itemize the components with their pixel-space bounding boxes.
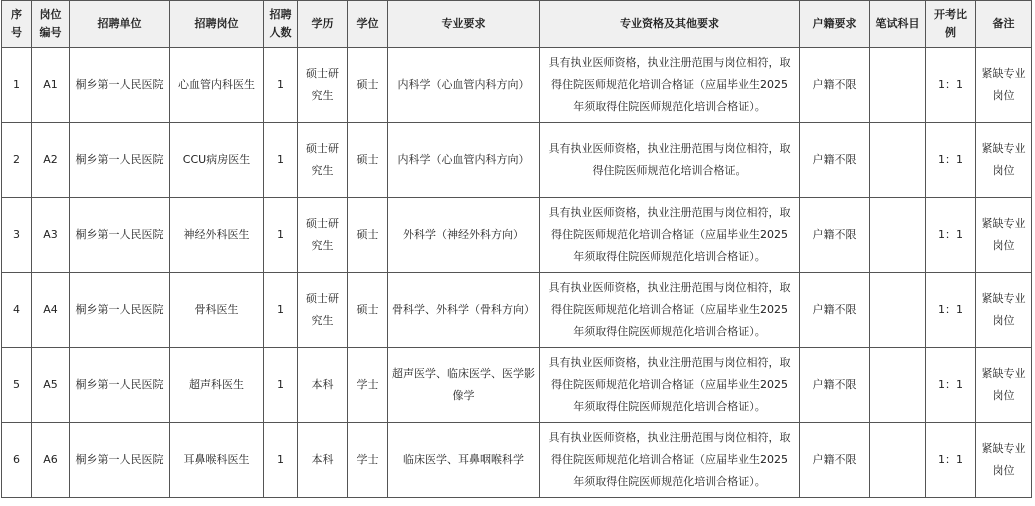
- cell-count: 1: [264, 48, 298, 123]
- cell-position: 心血管内科医生: [170, 48, 264, 123]
- cell-ratio: 1：1: [926, 423, 976, 498]
- cell-degree: 学士: [348, 348, 388, 423]
- table-row: [2, 348, 1032, 423]
- cell-position: 神经外科医生: [170, 198, 264, 273]
- cell-degree: 硕士: [348, 273, 388, 348]
- cell-seq: 6: [2, 423, 32, 498]
- cell-count: 1: [264, 123, 298, 198]
- cell-major: 临床医学、耳鼻咽喉科学: [388, 423, 540, 498]
- cell-education: 本科: [298, 423, 348, 498]
- cell-code: A1: [32, 48, 70, 123]
- table-row: [2, 423, 1032, 498]
- cell-position: 超声科医生: [170, 348, 264, 423]
- cell-qualification: 具有执业医师资格，执业注册范围与岗位相符，取得住院医师规范化培训合格证。: [540, 123, 800, 198]
- cell-note: 紧缺专业岗位: [976, 48, 1032, 123]
- cell-code: A6: [32, 423, 70, 498]
- header-exam: 笔试科目: [870, 1, 926, 48]
- cell-count: 1: [264, 198, 298, 273]
- cell-major: 超声医学、临床医学、医学影像学: [388, 348, 540, 423]
- cell-ratio: 1：1: [926, 123, 976, 198]
- header-education: 学历: [298, 1, 348, 48]
- cell-code: A2: [32, 123, 70, 198]
- cell-exam: [870, 273, 926, 348]
- cell-household: 户籍不限: [800, 423, 870, 498]
- cell-seq: 2: [2, 123, 32, 198]
- cell-household: 户籍不限: [800, 123, 870, 198]
- cell-qualification: 具有执业医师资格，执业注册范围与岗位相符，取得住院医师规范化培训合格证（应届毕业生2025年须取得住院医师规范化培训合格证）。: [540, 48, 800, 123]
- recruitment-table: [1, 0, 1032, 498]
- cell-note: 紧缺专业岗位: [976, 123, 1032, 198]
- cell-education: 硕士研究生: [298, 48, 348, 123]
- cell-code: A4: [32, 273, 70, 348]
- cell-major: 内科学（心血管内科方向）: [388, 123, 540, 198]
- cell-ratio: 1：1: [926, 273, 976, 348]
- table-row: [2, 123, 1032, 198]
- cell-household: 户籍不限: [800, 273, 870, 348]
- cell-ratio: 1：1: [926, 48, 976, 123]
- table-row: [2, 48, 1032, 123]
- cell-position: 骨科医生: [170, 273, 264, 348]
- cell-qualification: 具有执业医师资格，执业注册范围与岗位相符，取得住院医师规范化培训合格证（应届毕业生2025年须取得住院医师规范化培训合格证）。: [540, 348, 800, 423]
- cell-seq: 5: [2, 348, 32, 423]
- table-row: [2, 198, 1032, 273]
- cell-major: 外科学（神经外科方向）: [388, 198, 540, 273]
- header-qualification: 专业资格及其他要求: [540, 1, 800, 48]
- cell-note: 紧缺专业岗位: [976, 198, 1032, 273]
- cell-unit: 桐乡第一人民医院: [70, 423, 170, 498]
- cell-unit: 桐乡第一人民医院: [70, 198, 170, 273]
- cell-education: 硕士研究生: [298, 123, 348, 198]
- cell-qualification: 具有执业医师资格，执业注册范围与岗位相符，取得住院医师规范化培训合格证（应届毕业生2025年须取得住院医师规范化培训合格证）。: [540, 423, 800, 498]
- cell-seq: 4: [2, 273, 32, 348]
- cell-unit: 桐乡第一人民医院: [70, 123, 170, 198]
- cell-exam: [870, 348, 926, 423]
- cell-ratio: 1：1: [926, 348, 976, 423]
- header-row: [2, 1, 1032, 48]
- cell-degree: 硕士: [348, 123, 388, 198]
- header-note: 备注: [976, 1, 1032, 48]
- cell-exam: [870, 123, 926, 198]
- cell-code: A3: [32, 198, 70, 273]
- cell-unit: 桐乡第一人民医院: [70, 48, 170, 123]
- cell-education: 本科: [298, 348, 348, 423]
- cell-degree: 硕士: [348, 48, 388, 123]
- cell-qualification: 具有执业医师资格，执业注册范围与岗位相符，取得住院医师规范化培训合格证（应届毕业生2025年须取得住院医师规范化培训合格证）。: [540, 273, 800, 348]
- header-major: 专业要求: [388, 1, 540, 48]
- cell-count: 1: [264, 273, 298, 348]
- cell-household: 户籍不限: [800, 348, 870, 423]
- cell-degree: 学士: [348, 423, 388, 498]
- header-code: 岗位编号: [32, 1, 70, 48]
- header-ratio: 开考比例: [926, 1, 976, 48]
- cell-position: CCU病房医生: [170, 123, 264, 198]
- cell-exam: [870, 423, 926, 498]
- cell-code: A5: [32, 348, 70, 423]
- cell-count: 1: [264, 423, 298, 498]
- cell-ratio: 1：1: [926, 198, 976, 273]
- cell-unit: 桐乡第一人民医院: [70, 273, 170, 348]
- cell-seq: 3: [2, 198, 32, 273]
- header-position: 招聘岗位: [170, 1, 264, 48]
- cell-note: 紧缺专业岗位: [976, 273, 1032, 348]
- cell-note: 紧缺专业岗位: [976, 423, 1032, 498]
- cell-major: 骨科学、外科学（骨科方向）: [388, 273, 540, 348]
- cell-count: 1: [264, 348, 298, 423]
- cell-unit: 桐乡第一人民医院: [70, 348, 170, 423]
- table-row: [2, 273, 1032, 348]
- cell-exam: [870, 198, 926, 273]
- cell-household: 户籍不限: [800, 198, 870, 273]
- header-count: 招聘人数: [264, 1, 298, 48]
- cell-note: 紧缺专业岗位: [976, 348, 1032, 423]
- cell-major: 内科学（心血管内科方向）: [388, 48, 540, 123]
- cell-seq: 1: [2, 48, 32, 123]
- header-degree: 学位: [348, 1, 388, 48]
- cell-household: 户籍不限: [800, 48, 870, 123]
- header-unit: 招聘单位: [70, 1, 170, 48]
- cell-education: 硕士研究生: [298, 273, 348, 348]
- cell-degree: 硕士: [348, 198, 388, 273]
- cell-position: 耳鼻喉科医生: [170, 423, 264, 498]
- cell-exam: [870, 48, 926, 123]
- cell-education: 硕士研究生: [298, 198, 348, 273]
- header-household: 户籍要求: [800, 1, 870, 48]
- header-seq: 序号: [2, 1, 32, 48]
- cell-qualification: 具有执业医师资格，执业注册范围与岗位相符，取得住院医师规范化培训合格证（应届毕业生2025年须取得住院医师规范化培训合格证）。: [540, 198, 800, 273]
